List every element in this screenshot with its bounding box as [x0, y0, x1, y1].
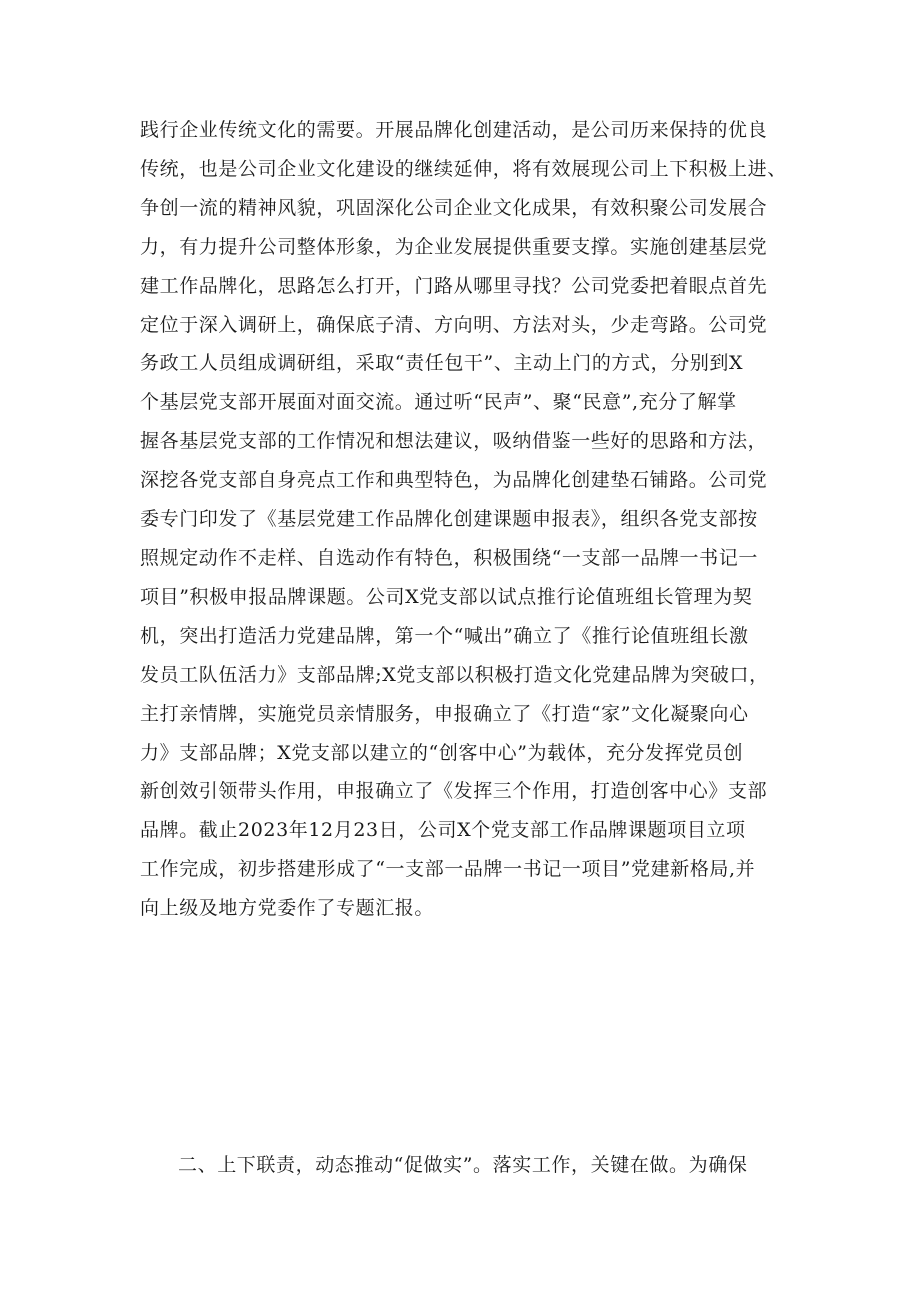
- text-line: 向上级及地方党委作了专题汇报。: [140, 897, 435, 920]
- text-line: 深挖各党支部自身亮点工作和典型特色，为品牌化创建垫石铺路。公司党: [140, 469, 768, 492]
- text-line: 发员工队伍活力》支部品牌;X党支部以积极打造文化党建品牌为突破口，: [140, 663, 769, 686]
- text-line: 工作完成，初步搭建形成了“一支部一品牌一书记一项目”党建新格局,并: [140, 858, 756, 881]
- text-line: 传统，也是公司企业文化建设的继续延伸，将有效展现公司上下积极上进、: [140, 157, 787, 180]
- text-line: 品牌。截止2023年12月23日，公司X个党支部工作品牌课题项目立项: [140, 819, 746, 842]
- text-line: 建工作品牌化，思路怎么打开，门路从哪里寻找？公司党委把着眼点首先: [140, 274, 768, 297]
- text-line: 争创一流的精神风貌，巩固深化公司企业文化成果，有效积聚公司发展合: [140, 196, 768, 219]
- text-line: 二、上下联责，动态推动“促做实”。落实工作，关键在做。为确保: [178, 1154, 748, 1176]
- paragraph-1: [140, 111, 787, 928]
- text-line: 主打亲情牌，实施党员亲情服务，申报确立了《打造“家”文化凝聚向心: [140, 702, 749, 725]
- text-line: 新创效引领带头作用，申报确立了《发挥三个作用，打造创客中心》支部: [140, 780, 768, 803]
- text-line: 践行企业传统文化的需要。开展品牌化创建活动，是公司历来保持的优良: [140, 119, 768, 141]
- text-line: 握各基层党支部的工作情况和想法建议，吸纳借鉴一些好的思路和方法，: [140, 430, 768, 453]
- text-line: 力，有力提升公司整体形象，为企业发展提供重要支撑。实施创建基层党: [140, 235, 768, 258]
- text-line: 个基层党支部开展面对面交流。通过听“民声”、聚“民意”,充分了解掌: [140, 391, 737, 414]
- paragraph-2-heading: [140, 1146, 780, 1185]
- text-line: 机，突出打造活力党建品牌，第一个“喊出”确立了《推行论值班组长激: [140, 624, 749, 647]
- text-line: 照规定动作不走样、自选动作有特色，积极围绕“一支部一品牌一书记一: [140, 546, 758, 569]
- text-line: 定位于深入调研上，确保底子清、方向明、方法对头，少走弯路。公司党: [140, 313, 768, 336]
- text-line: 务政工人员组成调研组，采取“责任包干”、主动上门的方式，分别到X: [140, 352, 744, 375]
- text-line: 项目”积极申报品牌课题。公司X党支部以试点推行论值班组长管理为契: [140, 585, 753, 608]
- text-line: 力》支部品牌；X党支部以建立的“创客中心”为载体，充分发挥党员创: [140, 741, 744, 764]
- text-line: 委专门印发了《基层党建工作品牌化创建课题申报表》，组织各党支部按: [140, 508, 758, 531]
